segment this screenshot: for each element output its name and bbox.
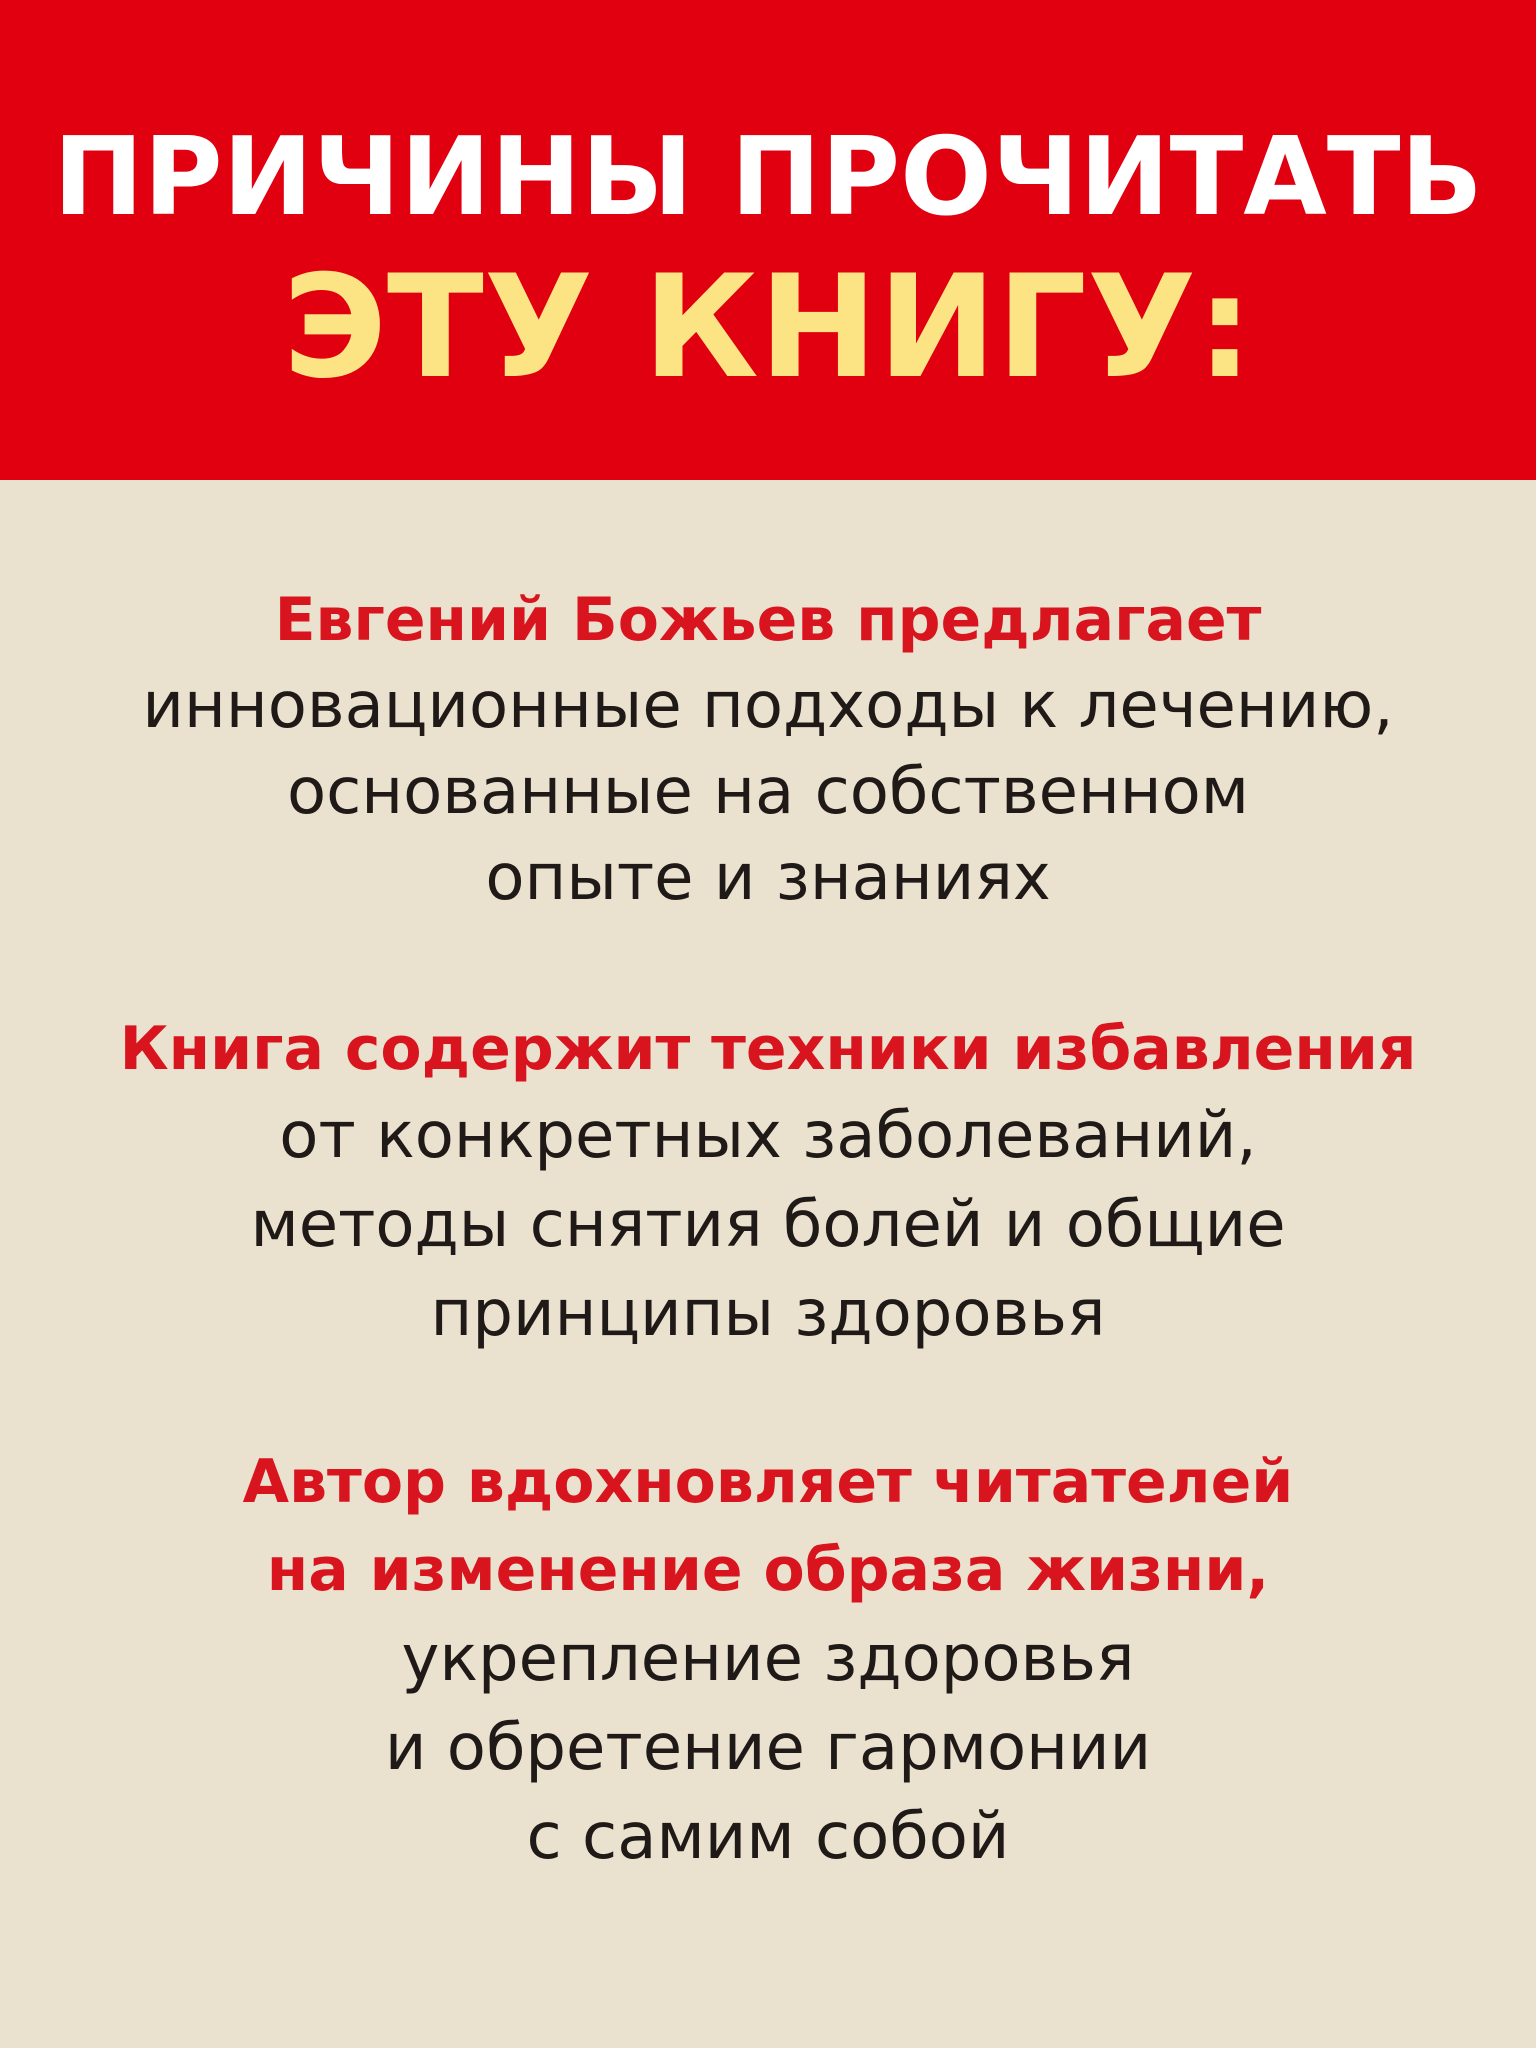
reason-3-body-line-3: с самим собой [526,1800,1010,1874]
reason-3-lead-line-1: Автор вдохновляет читателей [242,1447,1294,1517]
reason-2-body-line-2: методы снятия болей и общие [250,1188,1286,1262]
reason-1-body-line-2: основанные на собственном [286,755,1250,829]
header-title-line-1: ПРИЧИНЫ ПРОЧИТАТЬ [53,115,1483,240]
reason-3-lead-line-2: на изменение образа жизни, [266,1535,1270,1605]
reason-1-body-line-3: опыте и знаниях [485,841,1051,915]
reason-2-body-line-3: принципы здоровья [430,1277,1106,1351]
reason-2-lead-line-1: Книга содержит техники избавления [119,1014,1417,1084]
reason-1-body-line-1: инновационные подходы к лечению, [142,669,1394,743]
reasons-list [0,480,1536,2048]
header-title-line-2: ЭТУ КНИГУ: [282,245,1254,410]
reason-3-body-line-1: укрепление здоровья [401,1622,1135,1696]
reason-1-lead-line-1: Евгений Божьев предлагает [274,585,1262,655]
reason-2-body-line-1: от конкретных заболеваний, [279,1099,1257,1173]
header-banner [0,0,1536,480]
reason-3-body-line-2: и обретение гармонии [384,1711,1152,1785]
